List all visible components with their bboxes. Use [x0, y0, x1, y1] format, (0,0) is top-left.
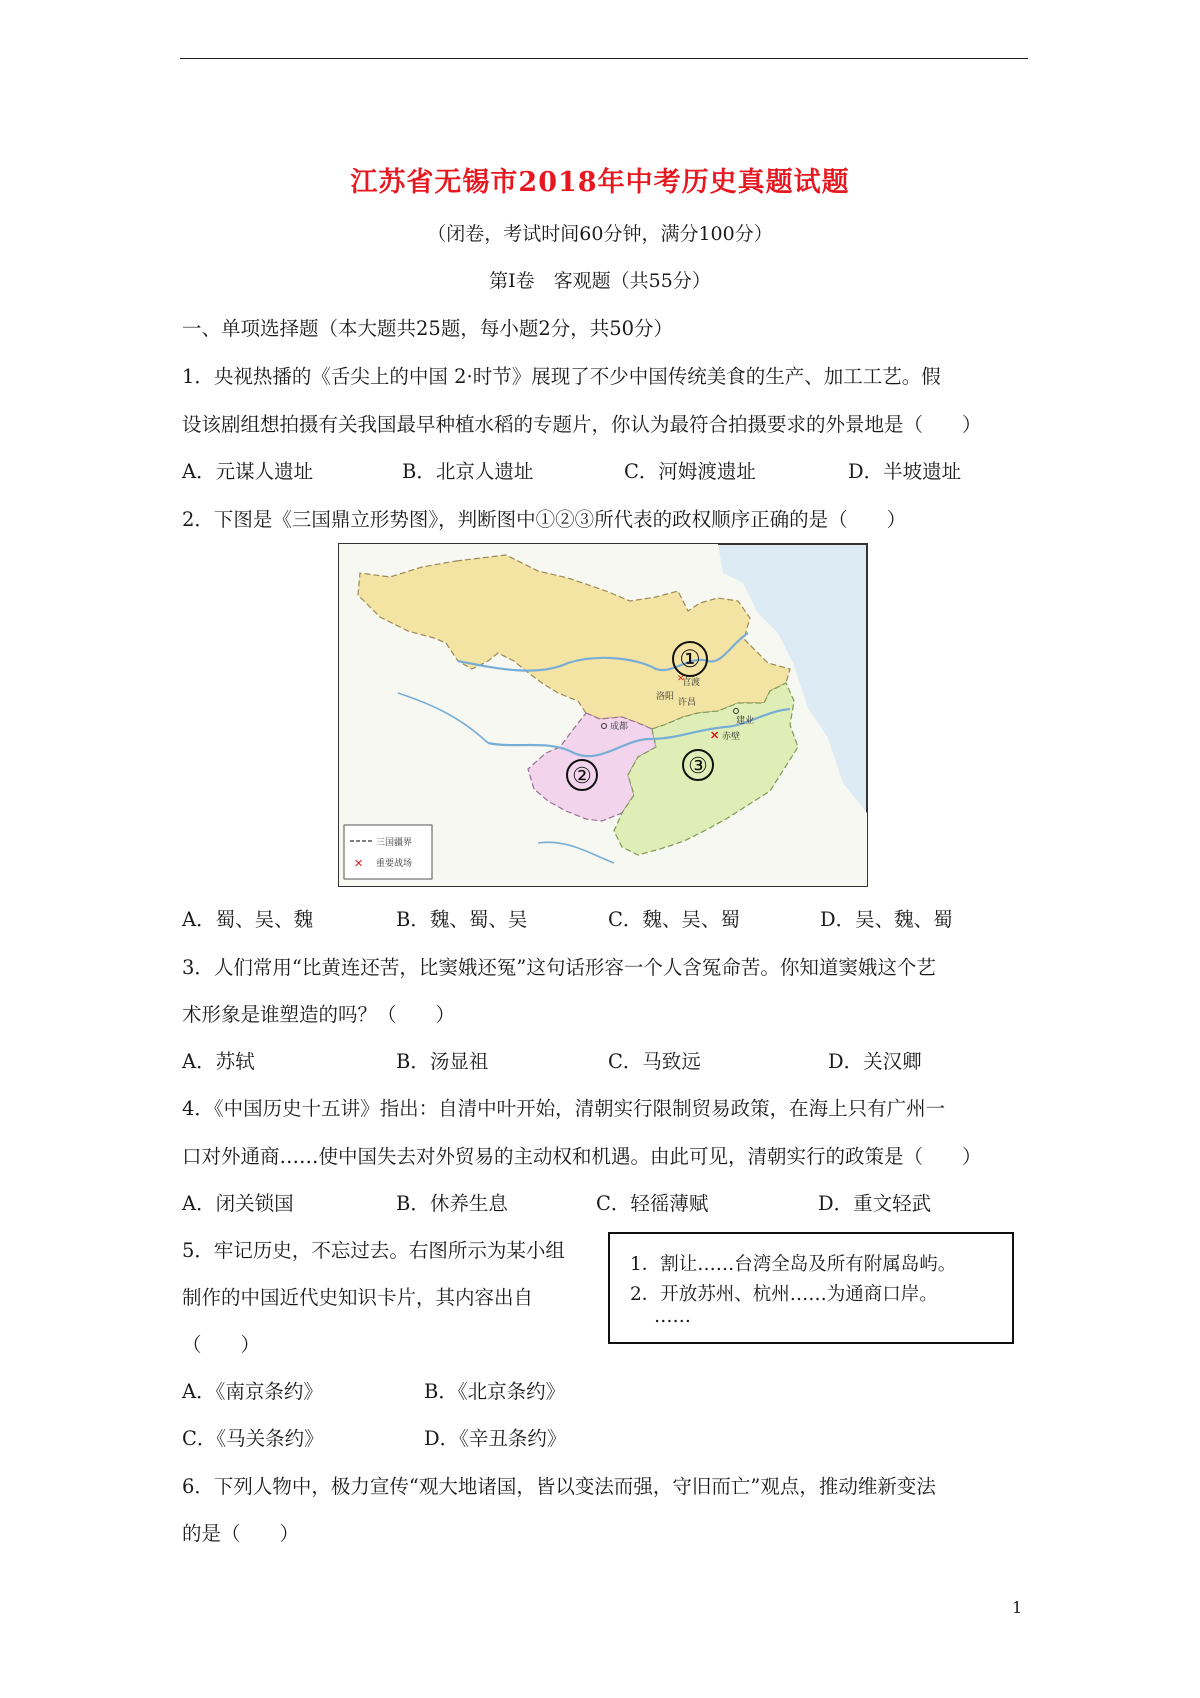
- question-2-option-c: C．魏、吴、蜀: [608, 908, 740, 931]
- three-kingdoms-map: [338, 543, 868, 887]
- city-chengdu-label: 成都: [610, 722, 629, 732]
- question-1-line-1: 1．央视热播的《舌尖上的中国 2·时节》展现了不少中国传统美食的生产、加工工艺。假: [182, 365, 941, 388]
- question-2-option-a: A．蜀、吴、魏: [182, 908, 314, 931]
- city-jianye-label: 建业: [736, 716, 755, 726]
- city-xuchang-label: 许昌: [678, 698, 697, 708]
- city-chibi-label: 赤壁: [722, 732, 741, 742]
- question-5-option-b: B．《北京条约》: [424, 1380, 566, 1403]
- card-line-2: 2．开放苏州、杭州……为通商口岸。: [630, 1284, 938, 1305]
- question-5-line-3: （ ）: [182, 1333, 261, 1356]
- page-number: 1: [1012, 1598, 1023, 1617]
- question-4-option-c: C．轻徭薄赋: [596, 1192, 709, 1215]
- question-4-line-1: 4．《中国历史十五讲》指出：自清中叶开始，清朝实行限制贸易政策，在海上只有广州一: [182, 1097, 946, 1120]
- city-guandu-label: 官渡: [682, 678, 701, 688]
- question-3-option-c: C．马致远: [608, 1050, 701, 1073]
- question-1-line-2: 设该剧组想拍摄有关我国最早种植水稻的专题片，你认为最符合拍摄要求的外景地是（ ）: [182, 413, 982, 436]
- question-6-line-2: 的是（ ）: [182, 1522, 300, 1545]
- question-5-line-2: 制作的中国近代史知识卡片，其内容出自: [182, 1286, 534, 1309]
- question-5-option-d: D．《辛丑条约》: [424, 1427, 567, 1450]
- knowledge-card: [608, 1232, 1014, 1344]
- card-line-1: 1．割让……台湾全岛及所有附属岛屿。: [630, 1254, 957, 1275]
- guandu-battle-marker: ✕: [677, 674, 685, 684]
- question-3-line-1: 3．人们常用“比黄连还苦，比窦娥还冤”这句话形容一个人含冤命苦。你知道窦娥这个艺: [182, 956, 936, 979]
- question-3-option-a: A．苏轼: [182, 1050, 255, 1073]
- question-5-option-a: A．《南京条约》: [182, 1380, 323, 1403]
- chibi-battle-marker: ✕: [710, 729, 720, 742]
- question-3-option-b: B．汤显祖: [396, 1050, 489, 1073]
- exam-subtitle: （闭卷，考试时间60分钟，满分100分）: [427, 223, 773, 245]
- region-2-label: ②: [572, 764, 592, 789]
- question-4-option-b: B．休养生息: [396, 1192, 508, 1215]
- question-4-option-d: D．重文轻武: [818, 1192, 932, 1215]
- page-title: 江苏省无锡市2018年中考历史真题试题: [350, 167, 850, 198]
- question-3-option-d: D．关汉卿: [828, 1050, 922, 1073]
- map-legend-box: [344, 825, 432, 879]
- card-line-3: ……: [654, 1306, 691, 1327]
- question-2-option-d: D．吴、魏、蜀: [820, 908, 953, 931]
- question-4-option-a: A．闭关锁国: [182, 1192, 294, 1215]
- question-1-option-d: D．半坡遗址: [848, 460, 962, 483]
- question-1-option-a: A．元谋人遗址: [182, 460, 314, 483]
- question-3-line-2: 术形象是谁塑造的吗？（ ）: [182, 1003, 456, 1026]
- city-luoyang-label: 洛阳: [656, 692, 675, 702]
- question-1-option-c: C．河姆渡遗址: [624, 460, 756, 483]
- question-2-line-1: 2．下图是《三国鼎立形势图》，判断图中①②③所代表的政权顺序正确的是（ ）: [182, 508, 907, 531]
- section-heading: 一、单项选择题（本大题共25题，每小题2分，共50分）: [182, 317, 674, 340]
- question-4-line-2: 口对外通商……使中国失去对外贸易的主动权和机遇。由此可见，清朝实行的政策是（ ）: [182, 1145, 982, 1168]
- legend-battle-icon: ✕: [354, 857, 364, 870]
- region-3-label: ③: [688, 754, 708, 779]
- question-2-option-b: B．魏、蜀、吴: [396, 908, 528, 931]
- legend-battle-label: 重要战场: [376, 859, 413, 869]
- question-6-line-1: 6．下列人物中，极力宣传“观大地诸国，皆以变法而强，守旧而亡”观点，推动维新变法: [182, 1475, 936, 1498]
- legend-border-label: 三国疆界: [376, 838, 413, 848]
- question-1-option-b: B．北京人遗址: [402, 460, 534, 483]
- part-heading: 第Ⅰ卷 客观题（共55分）: [489, 270, 711, 292]
- region-1-label: ①: [679, 645, 701, 673]
- question-5-option-c: C．《马关条约》: [182, 1427, 324, 1450]
- question-5-line-1: 5．牢记历史，不忘过去。右图所示为某小组: [182, 1239, 565, 1262]
- top-rule: [180, 58, 1028, 59]
